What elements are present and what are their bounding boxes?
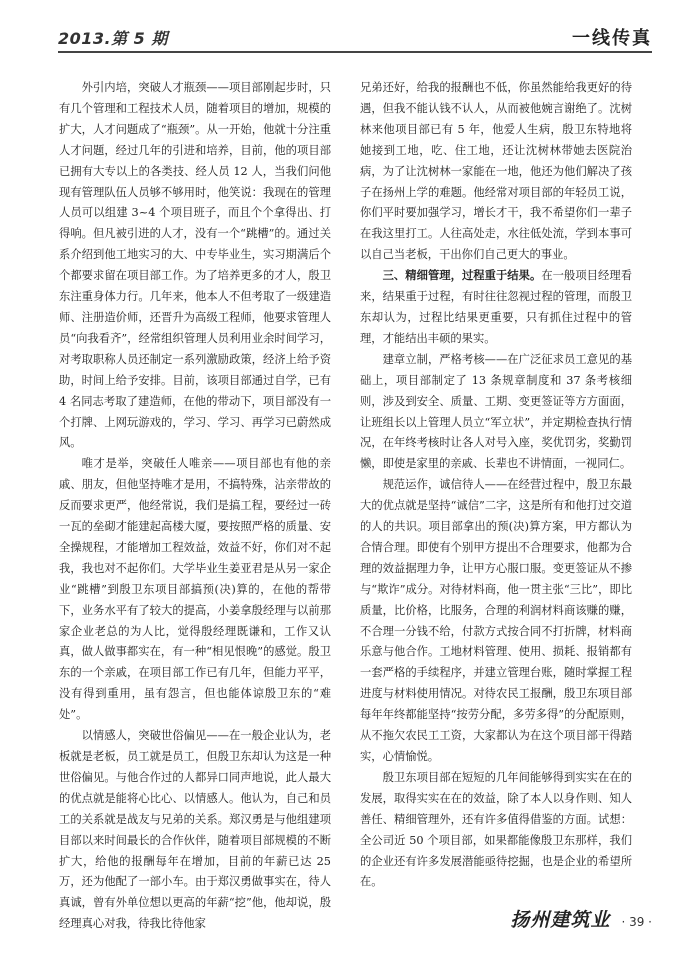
paragraph	[360, 78, 632, 266]
magazine-logo: 扬州建筑业	[510, 909, 611, 931]
paragraph	[360, 266, 632, 350]
page-footer	[510, 905, 652, 935]
paragraph-text: 殷卫东项目部在短短的几年间能够得到实实在在的发展，取得实实在在的效益，除了本人以身作则、知人善任、精细管理外，还有许多值得借鉴的方面。试想：全公司近 50 个项目部，如果都能像殷卫东那样，我们的企业还有许多发展潜能亟待挖掘，也是企业的希望所在。	[360, 770, 632, 889]
paragraph	[360, 350, 632, 475]
paragraph-text: 兄弟还好，给我的报酬也不低，你虽然能给我更好的待遇，但我不能认钱不认人，从而被他婉言谢绝了。沈树林来他项目部已有 5 年，他爱人生病，殷卫东特地将她接到工地，吃、住工地，还让沈树林带她去医院治病，为了让沈树林一家能在一地，他还为他们解决了孩子在扬州上学的难题。他经常对项目部的年轻员工说，你们平时要加强学习，增长才干，我不希望你们一辈子在我这里打工。人往高处走，水往低处流，学到本事可以自己当老板，干出你们自己更大的事业。	[360, 81, 632, 262]
paragraph	[360, 475, 632, 768]
paragraph: 外引内培，突破人才瓶颈——项目部刚起步时，只有几个管理和工程技术人员，随着项目的增加，规模的扩大，人才问题成了“瓶颈”。从一开始，他就十分注重人才问题，经过几年的引进和培养，目前，他的项目部已拥有大专以上的各类技、经人员 12 人，当我们问他现有管理队伍人员够不够用时，他笑说：我现在的管理人员可以组建 3~4 个项目班子，而且个个拿得出、打得响。但凡被引进的人才，没有一个“跳槽”的。通过关系介绍到他工地实习的大、中专毕业生，实习期满后个个都要求留在项目部工作。为了培养更多的才人，殷卫东注重身体力行。几年来，他本人不但考取了一级建造师、注册造价师，还晋升为高级工程师，他要求管理人员“向我看齐”，经常组织管理人员利用业余时间学习，对考取职称人员还制定一系列激励政策，经济上给予资助，时间上给予安排。目前，该项目部通过自学，已有 4 名同志考取了建造师，在他的带动下，项目部没有一个打牌、上网玩游戏的，学习、学习、再学习已蔚然成风。	[59, 81, 331, 450]
paragraph: 唯才是举，突破任人唯亲——项目部也有他的亲戚、朋友，但他坚持唯才是用，不搞特殊，沾亲带故的反而要求更严，他经常说，我们是搞工程，要经过一砖一瓦的垒砌才能建起高楼大厦，要按照严格的质量、安全操规程，才能增加工程效益，效益不好，你们对不起我，我也对不起你们。大学毕业生姜亚君是从另一家企业“跳槽”到殷卫东项目部搞预(决)算的，在他的帮带下，业务水平有了较大的提高，小姜拿殷经理与以前那家企业老总的为人比，觉得殷经理既谦和，工作又认真，做人做事都实在，有一种“相见恨晚”的感觉。殷卫东的一个亲戚，在项目部工作已有几年，但能力平平，没有得到重用，虽有怨言，但也能体谅殷卫东的“难处”。	[59, 457, 331, 722]
section-title: 一线传真	[572, 28, 652, 49]
section-heading: 三、精细管理，过程重于结果。	[382, 269, 542, 283]
page-number: · 39 ·	[621, 915, 652, 929]
paragraph: 以情感人，突破世俗偏见——在一般企业认为，老板就是老板，员工就是员工，但殷卫东却认为这是一种世俗偏见。与他合作过的人都异口同声地说，此人最大的优点就是能将心比心、以情感人。他认为，自己和员工的关系就是战友与兄弟的关系。郑汉勇是与他组建项目部以来时间最长的合作伙伴，随着项目部规模的不断扩大，给他的报酬每年在增加，目前的年薪已达 25 万，还为他配了一部小车。由于郑汉勇做事实在，待人真诚，曾有外单位想以更高的年薪“挖”他，他却说，殷经理真心对我，待我比待他家	[59, 729, 331, 931]
paragraph	[360, 768, 632, 893]
page-header	[0, 0, 700, 62]
paragraph-text: 规范运作，诚信待人——在经营过程中，殷卫东最大的优点就是坚持“诚信”二字，这是所有和他打过交道的人的共识。项目部拿出的预(决)算方案，甲方都认为合情合理。即使有个别甲方提出不合理要求，他都为合理的效益据理力争，让甲方心服口服。变更签证从不掺与“欺诈”成分。对待材料商，他一贯主张“三比”，即比质量，比价格，比服务，合理的利润材料商该赚的赚，不合理一分钱不给，付款方式按合同不打折牌，材料商乐意与他合作。工地材料管理、使用、损耗、报销都有一套严格的手续程序，并建立管理台账，随时掌握工程进度与材料使用情况。对待农民工报酬，殷卫东项目部每年年终都能坚持“按劳分配，多劳多得”的分配原则，从不拖欠农民工工资，大家都认为在这个项目部干得踏实，心情愉悦。	[360, 478, 632, 763]
paragraph-text: 建章立制，严格考核——在广泛征求员工意见的基础上，项目部制定了 13 条规章制度和 37 条考核细则，涉及到安全、质量、工期、变更签证等方方面面，让班组长以上管理人员立“军立状”，并定期检查执行情况，在年终考核时让各人对号入座，奖优罚劣，奖勤罚懒，即使是家里的亲戚、长辈也不讲情面，一视同仁。	[360, 352, 632, 471]
header-rule	[58, 51, 652, 53]
paragraph-text: 在一般项目经理看来，结果重于过程，有时往往忽视过程的管理，而殷卫东却认为，过程比结果更重要，只有抓住过程中的管理，才能结出丰硕的果实。	[360, 269, 632, 345]
right-column	[360, 78, 632, 893]
issue-label: 2013.第 5 期	[58, 29, 168, 48]
left-column	[59, 78, 331, 935]
